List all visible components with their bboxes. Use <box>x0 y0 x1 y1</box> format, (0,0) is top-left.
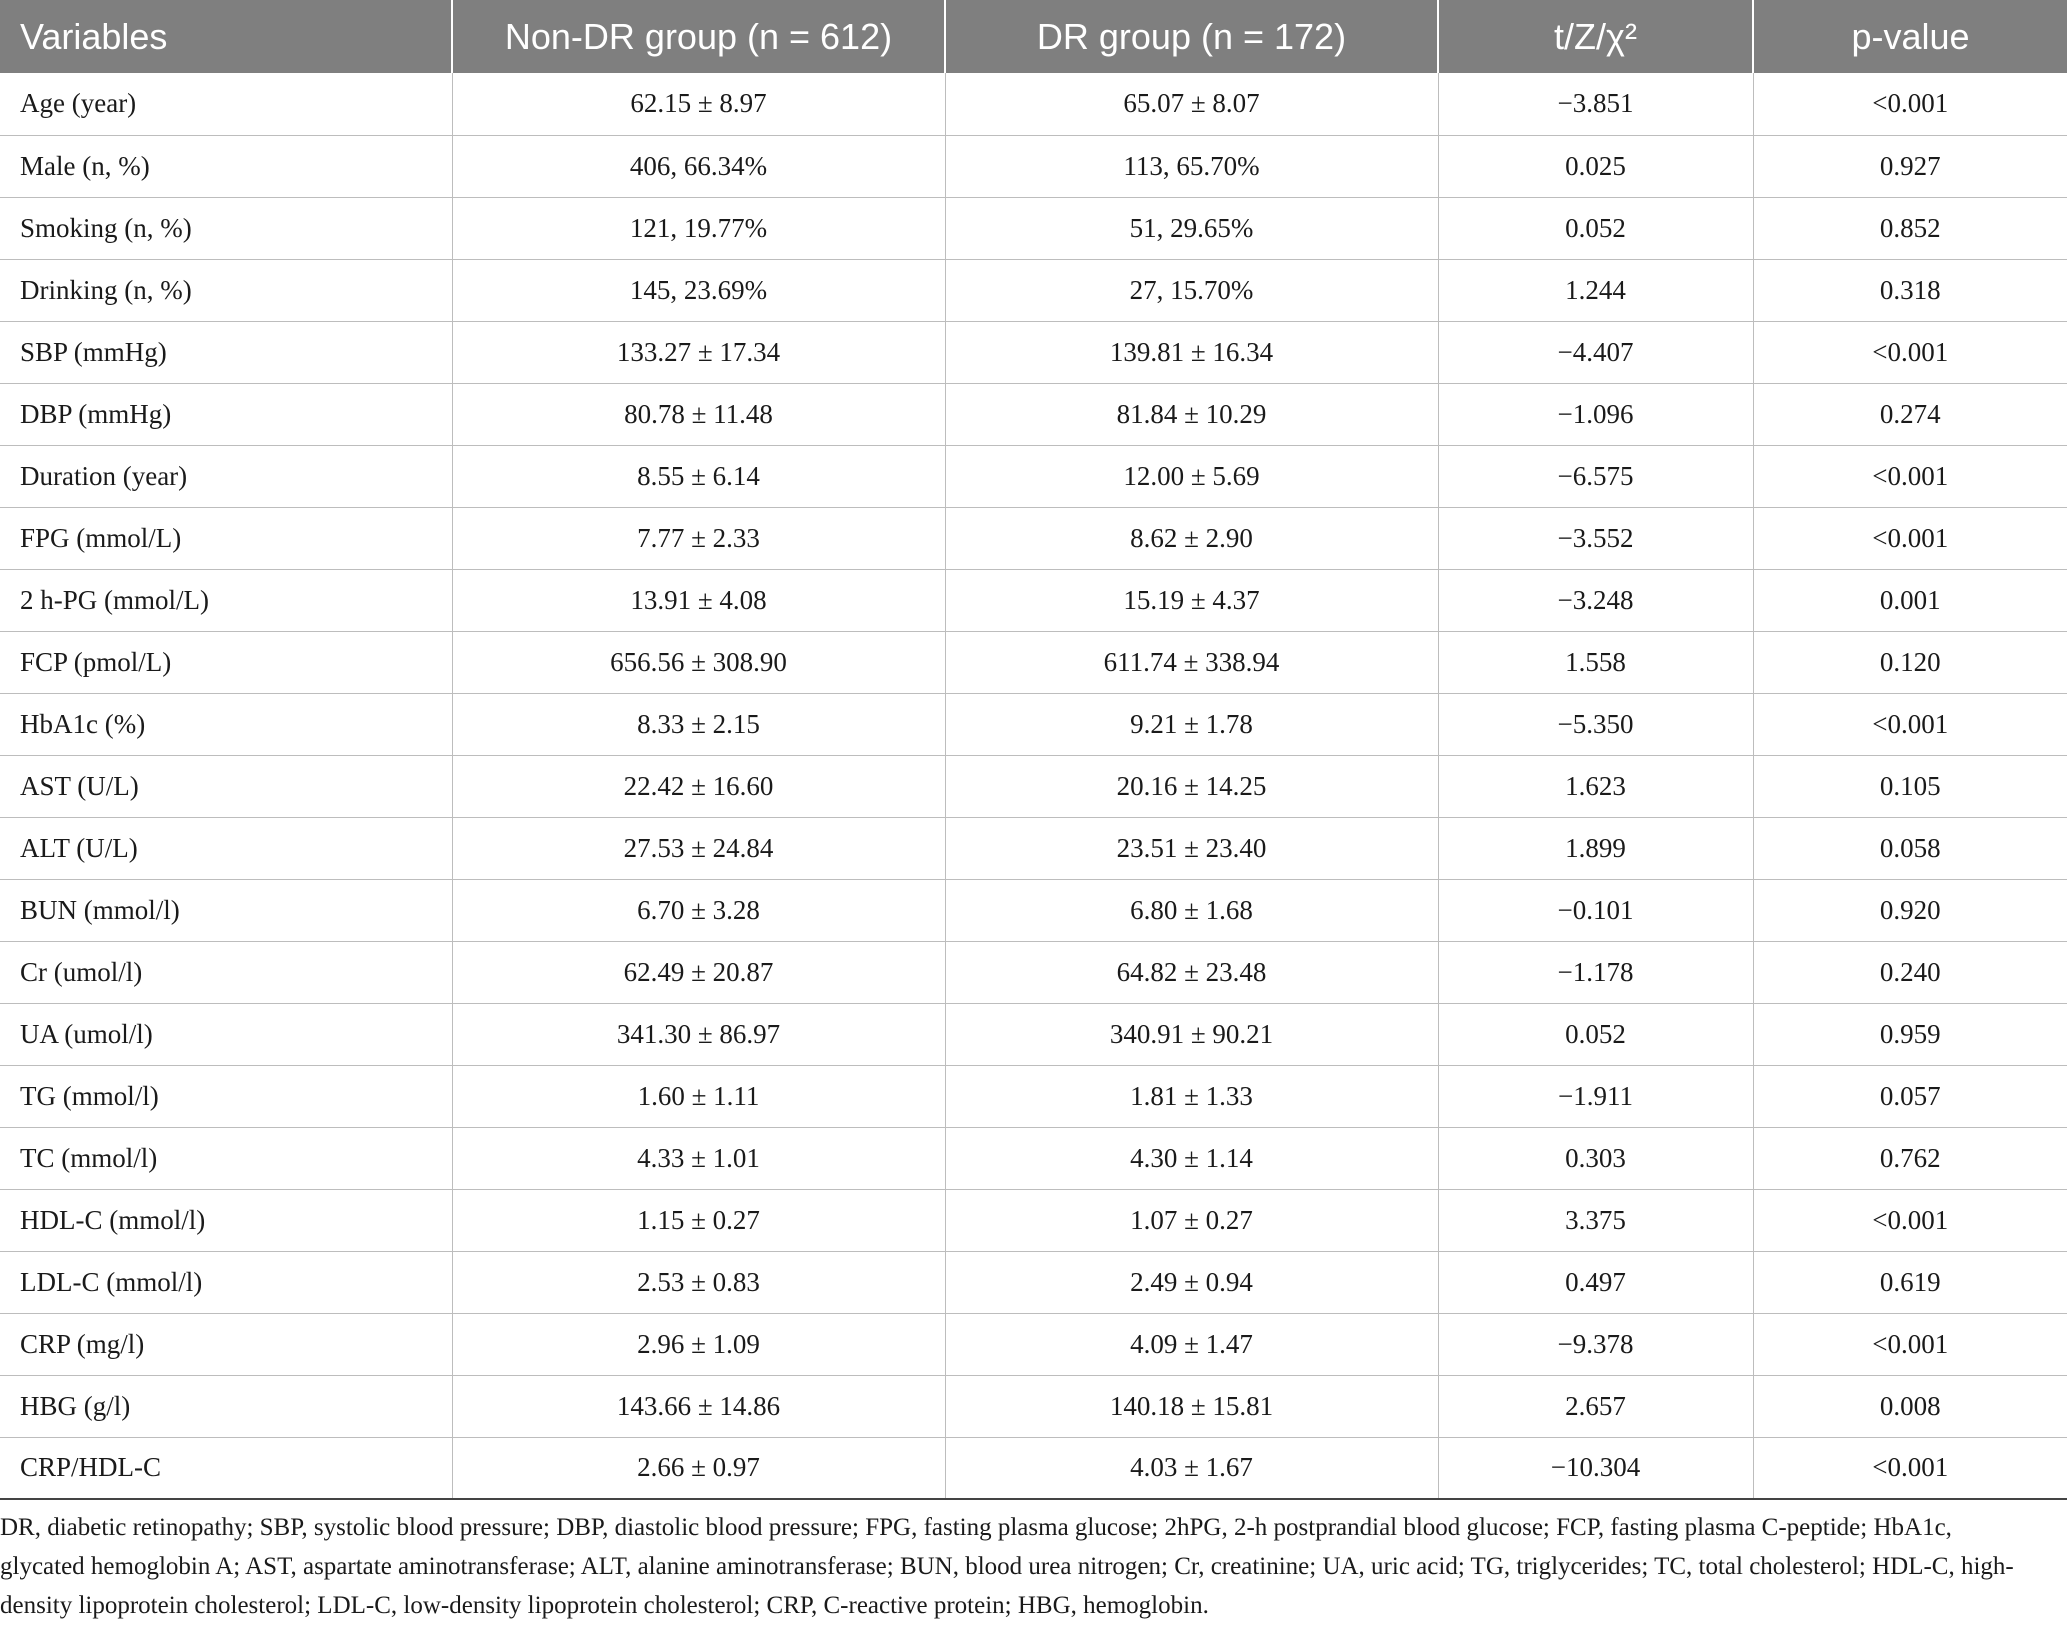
statistic-cell: 0.052 <box>1438 1003 1753 1065</box>
non-dr-value-cell: 406, 66.34% <box>452 135 945 197</box>
table-row <box>0 1127 2067 1189</box>
non-dr-value-cell: 2.66 ± 0.97 <box>452 1437 945 1499</box>
non-dr-value-cell: 656.56 ± 308.90 <box>452 631 945 693</box>
variable-name-cell: UA (umol/l) <box>0 1003 452 1065</box>
variable-name-cell: Duration (year) <box>0 445 452 507</box>
dr-value-cell: 15.19 ± 4.37 <box>945 569 1438 631</box>
statistic-cell: −0.101 <box>1438 879 1753 941</box>
variable-name-cell: TG (mmol/l) <box>0 1065 452 1127</box>
p-value-cell: <0.001 <box>1753 507 2067 569</box>
p-value-cell: 0.927 <box>1753 135 2067 197</box>
dr-value-cell: 9.21 ± 1.78 <box>945 693 1438 755</box>
variable-name-cell: TC (mmol/l) <box>0 1127 452 1189</box>
dr-value-cell: 23.51 ± 23.40 <box>945 817 1438 879</box>
table-row <box>0 631 2067 693</box>
dr-value-cell: 4.03 ± 1.67 <box>945 1437 1438 1499</box>
non-dr-value-cell: 8.33 ± 2.15 <box>452 693 945 755</box>
variable-name-cell: SBP (mmHg) <box>0 321 452 383</box>
statistic-cell: −1.178 <box>1438 941 1753 1003</box>
p-value-cell: <0.001 <box>1753 73 2067 135</box>
non-dr-value-cell: 4.33 ± 1.01 <box>452 1127 945 1189</box>
statistic-cell: 1.623 <box>1438 755 1753 817</box>
statistic-cell: 3.375 <box>1438 1189 1753 1251</box>
p-value-cell: 0.105 <box>1753 755 2067 817</box>
variable-name-cell: FCP (pmol/L) <box>0 631 452 693</box>
table-row <box>0 135 2067 197</box>
table-footnote: DR, diabetic retinopathy; SBP, systolic blood pressure; DBP, diastolic blood pressure; FPG, fasting plasma glucose; 2hPG, 2-h postprandial blood glucose; FCP, fasting plasma C-peptide; HbA1c, glycated hemoglobin A; AST, aspartate aminotransferase; ALT, alanine aminotransferase; BUN, blood urea nitrogen; Cr, creatinine; UA, uric acid; TG, triglycerides; TC, total cholesterol; HDL-C, high-density lipoprotein cholesterol; LDL-C, low-density lipoprotein cholesterol; CRP, C-reactive protein; HBG, hemoglobin. <box>0 1514 2014 1619</box>
dr-value-cell: 27, 15.70% <box>945 259 1438 321</box>
dr-value-cell: 1.07 ± 0.27 <box>945 1189 1438 1251</box>
table-row <box>0 1251 2067 1313</box>
p-value-cell: 0.274 <box>1753 383 2067 445</box>
dr-value-cell: 4.30 ± 1.14 <box>945 1127 1438 1189</box>
p-value-cell: <0.001 <box>1753 1437 2067 1499</box>
table-row <box>0 693 2067 755</box>
table-row <box>0 1313 2067 1375</box>
statistic-cell: 1.899 <box>1438 817 1753 879</box>
table-row <box>0 321 2067 383</box>
statistic-cell: 0.052 <box>1438 197 1753 259</box>
statistic-cell: −3.248 <box>1438 569 1753 631</box>
table-row <box>0 1065 2067 1127</box>
p-value-cell: 0.057 <box>1753 1065 2067 1127</box>
p-value-cell: <0.001 <box>1753 1313 2067 1375</box>
statistic-cell: −1.096 <box>1438 383 1753 445</box>
table-row <box>0 941 2067 1003</box>
non-dr-value-cell: 2.96 ± 1.09 <box>452 1313 945 1375</box>
p-value-cell: 0.762 <box>1753 1127 2067 1189</box>
table-row <box>0 1437 2067 1499</box>
table-row <box>0 817 2067 879</box>
variable-name-cell: 2 h-PG (mmol/L) <box>0 569 452 631</box>
p-value-cell: 0.852 <box>1753 197 2067 259</box>
p-value-cell: 0.058 <box>1753 817 2067 879</box>
variable-name-cell: AST (U/L) <box>0 755 452 817</box>
table-row <box>0 197 2067 259</box>
dr-value-cell: 12.00 ± 5.69 <box>945 445 1438 507</box>
p-value-cell: 0.318 <box>1753 259 2067 321</box>
dr-value-cell: 113, 65.70% <box>945 135 1438 197</box>
variable-name-cell: DBP (mmHg) <box>0 383 452 445</box>
dr-value-cell: 51, 29.65% <box>945 197 1438 259</box>
variable-name-cell: CRP/HDL-C <box>0 1437 452 1499</box>
non-dr-value-cell: 7.77 ± 2.33 <box>452 507 945 569</box>
non-dr-value-cell: 133.27 ± 17.34 <box>452 321 945 383</box>
dr-value-cell: 1.81 ± 1.33 <box>945 1065 1438 1127</box>
table-row <box>0 879 2067 941</box>
statistic-cell: −6.575 <box>1438 445 1753 507</box>
dr-value-cell: 340.91 ± 90.21 <box>945 1003 1438 1065</box>
dr-value-cell: 4.09 ± 1.47 <box>945 1313 1438 1375</box>
non-dr-value-cell: 6.70 ± 3.28 <box>452 879 945 941</box>
variable-name-cell: CRP (mg/l) <box>0 1313 452 1375</box>
p-value-cell: 0.920 <box>1753 879 2067 941</box>
statistic-cell: −3.552 <box>1438 507 1753 569</box>
non-dr-value-cell: 22.42 ± 16.60 <box>452 755 945 817</box>
variable-name-cell: BUN (mmol/l) <box>0 879 452 941</box>
table-row <box>0 259 2067 321</box>
statistic-cell: 2.657 <box>1438 1375 1753 1437</box>
statistic-cell: 0.025 <box>1438 135 1753 197</box>
variable-name-cell: Smoking (n, %) <box>0 197 452 259</box>
non-dr-value-cell: 13.91 ± 4.08 <box>452 569 945 631</box>
table-row <box>0 569 2067 631</box>
statistic-cell: −9.378 <box>1438 1313 1753 1375</box>
p-value-cell: <0.001 <box>1753 445 2067 507</box>
dr-value-cell: 139.81 ± 16.34 <box>945 321 1438 383</box>
non-dr-value-cell: 1.15 ± 0.27 <box>452 1189 945 1251</box>
p-value-cell: 0.008 <box>1753 1375 2067 1437</box>
header-test-statistic: t/Z/χ² <box>1438 0 1753 73</box>
p-value-cell: <0.001 <box>1753 321 2067 383</box>
p-value-cell: <0.001 <box>1753 1189 2067 1251</box>
statistic-cell: −4.407 <box>1438 321 1753 383</box>
variable-name-cell: LDL-C (mmol/l) <box>0 1251 452 1313</box>
dr-value-cell: 2.49 ± 0.94 <box>945 1251 1438 1313</box>
table-row <box>0 1003 2067 1065</box>
non-dr-value-cell: 80.78 ± 11.48 <box>452 383 945 445</box>
table-row <box>0 755 2067 817</box>
non-dr-value-cell: 2.53 ± 0.83 <box>452 1251 945 1313</box>
statistic-cell: −5.350 <box>1438 693 1753 755</box>
dr-value-cell: 65.07 ± 8.07 <box>945 73 1438 135</box>
dr-value-cell: 611.74 ± 338.94 <box>945 631 1438 693</box>
statistic-cell: 0.497 <box>1438 1251 1753 1313</box>
variable-name-cell: ALT (U/L) <box>0 817 452 879</box>
p-value-cell: 0.240 <box>1753 941 2067 1003</box>
non-dr-value-cell: 341.30 ± 86.97 <box>452 1003 945 1065</box>
variable-name-cell: Age (year) <box>0 73 452 135</box>
table-row <box>0 73 2067 135</box>
header-row <box>0 0 2067 73</box>
table-row <box>0 507 2067 569</box>
non-dr-value-cell: 143.66 ± 14.86 <box>452 1375 945 1437</box>
dr-value-cell: 64.82 ± 23.48 <box>945 941 1438 1003</box>
statistic-cell: 1.244 <box>1438 259 1753 321</box>
table-header <box>0 0 2067 73</box>
statistic-cell: 0.303 <box>1438 1127 1753 1189</box>
dr-value-cell: 140.18 ± 15.81 <box>945 1375 1438 1437</box>
variable-name-cell: HDL-C (mmol/l) <box>0 1189 452 1251</box>
variable-name-cell: HBG (g/l) <box>0 1375 452 1437</box>
p-value-cell: 0.619 <box>1753 1251 2067 1313</box>
variable-name-cell: Male (n, %) <box>0 135 452 197</box>
header-non-dr-group: Non-DR group (n = 612) <box>452 0 945 73</box>
non-dr-value-cell: 145, 23.69% <box>452 259 945 321</box>
table-row <box>0 445 2067 507</box>
non-dr-value-cell: 62.49 ± 20.87 <box>452 941 945 1003</box>
variable-name-cell: Cr (umol/l) <box>0 941 452 1003</box>
dr-value-cell: 20.16 ± 14.25 <box>945 755 1438 817</box>
non-dr-value-cell: 1.60 ± 1.11 <box>452 1065 945 1127</box>
non-dr-value-cell: 62.15 ± 8.97 <box>452 73 945 135</box>
p-value-cell: <0.001 <box>1753 693 2067 755</box>
dr-value-cell: 6.80 ± 1.68 <box>945 879 1438 941</box>
p-value-cell: 0.001 <box>1753 569 2067 631</box>
table-row <box>0 383 2067 445</box>
dr-value-cell: 8.62 ± 2.90 <box>945 507 1438 569</box>
header-variables: Variables <box>0 0 452 73</box>
table-body <box>0 73 2067 1499</box>
dr-value-cell: 81.84 ± 10.29 <box>945 383 1438 445</box>
variable-name-cell: Drinking (n, %) <box>0 259 452 321</box>
header-dr-group: DR group (n = 172) <box>945 0 1438 73</box>
non-dr-value-cell: 27.53 ± 24.84 <box>452 817 945 879</box>
statistic-cell: −3.851 <box>1438 73 1753 135</box>
statistic-cell: −1.911 <box>1438 1065 1753 1127</box>
statistic-cell: −10.304 <box>1438 1437 1753 1499</box>
header-p-value: p-value <box>1851 15 1970 57</box>
non-dr-value-cell: 121, 19.77% <box>452 197 945 259</box>
table-row <box>0 1189 2067 1251</box>
table-row <box>0 1375 2067 1437</box>
variable-name-cell: HbA1c (%) <box>0 693 452 755</box>
p-value-cell: 0.120 <box>1753 631 2067 693</box>
statistic-cell: 1.558 <box>1438 631 1753 693</box>
non-dr-value-cell: 8.55 ± 6.14 <box>452 445 945 507</box>
p-value-cell: 0.959 <box>1753 1003 2067 1065</box>
variable-name-cell: FPG (mmol/L) <box>0 507 452 569</box>
